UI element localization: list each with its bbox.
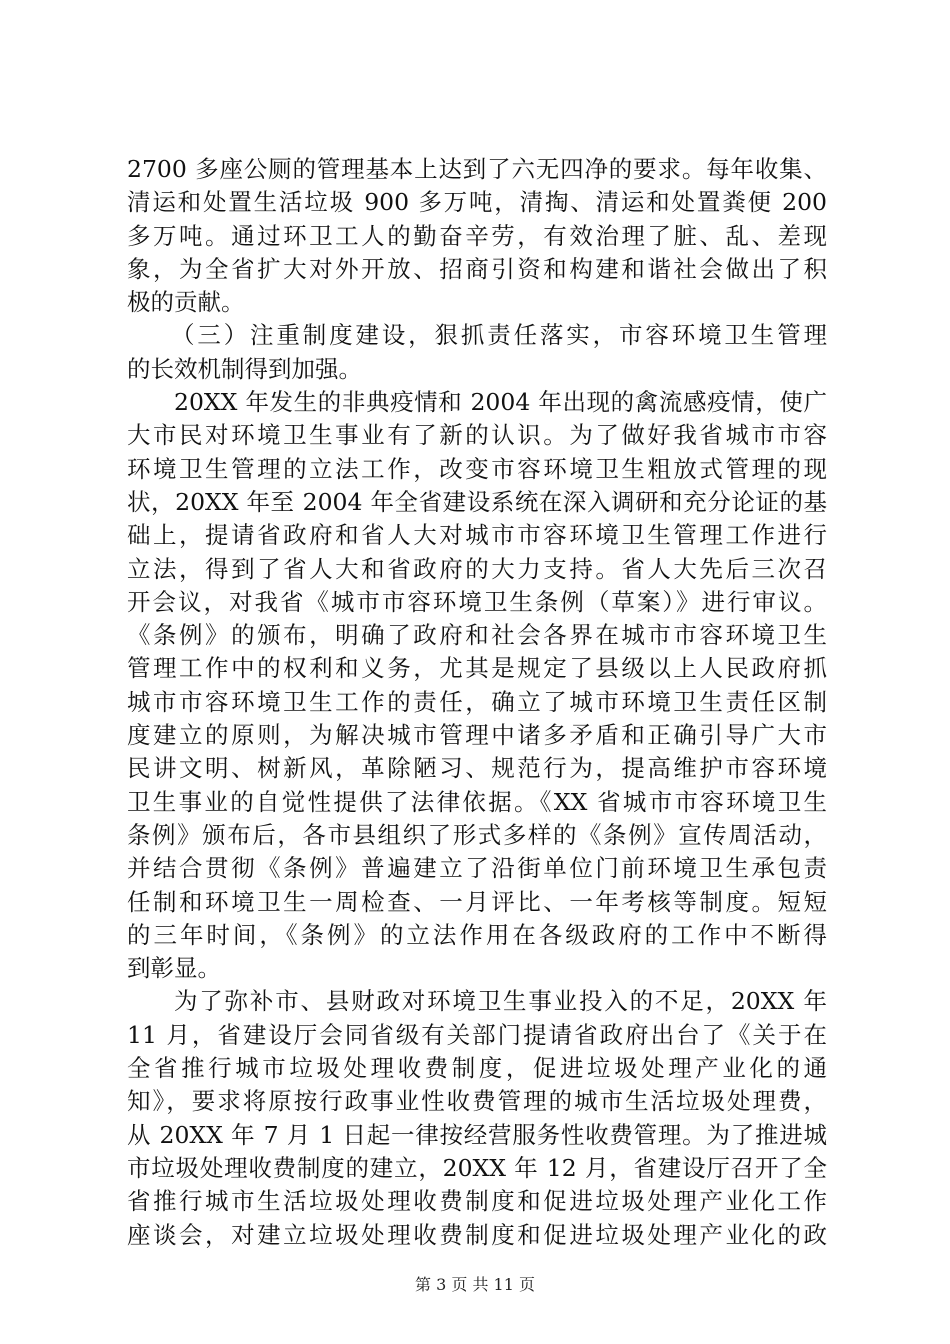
text-line: 立法，得到了省人大和省政府的大力支持。省人大先后三次召 xyxy=(127,554,827,583)
text-line: 础上，提请省政府和省人大对城市市容环境卫生管理工作进行 xyxy=(127,521,827,550)
text-line: 多万吨。通过环卫工人的勤奋辛劳，有效治理了脏、乱、差现 xyxy=(127,221,827,250)
text-line: 市垃圾处理收费制度的建立，20XX 年 12 月，省建设厅召开了全 xyxy=(127,1153,827,1182)
text-line: 全省推行城市垃圾处理收费制度，促进垃圾处理产业化的通 xyxy=(127,1054,827,1083)
text-line: 管理工作中的权利和义务，尤其是规定了县级以上人民政府抓 xyxy=(127,654,827,683)
text-line: 到彰显。 xyxy=(127,954,221,983)
text-line: 环境卫生管理的立法工作，改变市容环境卫生粗放式管理的现 xyxy=(127,454,827,483)
text-line: 从 20XX 年 7 月 1 日起一律按经营服务性收费管理。为了推进城 xyxy=(127,1120,827,1149)
text-line: （三）注重制度建设，狠抓责任落实，市容环境卫生管理 xyxy=(171,321,827,350)
text-line: 知》，要求将原按行政事业性收费管理的城市生活垃圾处理费， xyxy=(127,1087,827,1116)
text-line: 条例》颁布后，各市县组织了形式多样的《条例》宣传周活动， xyxy=(127,820,827,849)
text-line: 20XX 年发生的非典疫情和 2004 年出现的禽流感疫情，使广 xyxy=(174,388,827,417)
text-line: 极的贡献。 xyxy=(127,288,245,317)
text-line: 为了弥补市、县财政对环境卫生事业投入的不足，20XX 年 xyxy=(174,987,827,1016)
text-line: 大市民对环境卫生事业有了新的认识。为了做好我省城市市容 xyxy=(127,421,827,450)
text-line: 民讲文明、树新风，革除陋习、规范行为，提高维护市容环境 xyxy=(127,754,827,783)
text-line: 的三年时间，《条例》的立法作用在各级政府的工作中不断得 xyxy=(127,920,827,949)
text-line: 象，为全省扩大对外开放、招商引资和构建和谐社会做出了积 xyxy=(127,254,827,283)
text-line: 城市市容环境卫生工作的责任，确立了城市环境卫生责任区制 xyxy=(127,687,827,716)
text-line: 并结合贯彻《条例》普遍建立了沿街单位门前环境卫生承包责 xyxy=(127,854,827,883)
text-line: 省推行城市生活垃圾处理收费制度和促进垃圾处理产业化工作 xyxy=(127,1187,827,1216)
text-line: 11 月，省建设厅会同省级有关部门提请省政府出台了《关于在 xyxy=(127,1020,827,1049)
text-line: 状，20XX 年至 2004 年全省建设系统在深入调研和充分论证的基 xyxy=(127,487,827,516)
text-line: 2700 多座公厕的管理基本上达到了六无四净的要求。每年收集、 xyxy=(127,155,827,183)
text-line: 卫生事业的自觉性提供了法律依据。《XX 省城市市容环境卫生 xyxy=(127,787,827,816)
text-line: 的长效机制得到加强。 xyxy=(127,354,362,383)
text-line: 任制和环境卫生一周检查、一月评比、一年考核等制度。短短 xyxy=(127,887,827,916)
text-line: 清运和处置生活垃圾 900 多万吨，清掏、清运和处置粪便 200 xyxy=(127,188,827,217)
body-text xyxy=(127,153,827,1252)
text-line: 座谈会，对建立垃圾处理收费制度和促进垃圾处理产业化的政 xyxy=(127,1220,827,1249)
text-line: 《条例》的颁布，明确了政府和社会各界在城市市容环境卫生 xyxy=(127,621,827,650)
text-line: 度建立的原则，为解决城市管理中诸多矛盾和正确引导广大市 xyxy=(127,721,827,750)
page-footer: 第 3 页 共 11 页 xyxy=(415,1275,535,1294)
text-line: 开会议，对我省《城市市容环境卫生条例（草案）》进行审议。 xyxy=(127,587,827,616)
